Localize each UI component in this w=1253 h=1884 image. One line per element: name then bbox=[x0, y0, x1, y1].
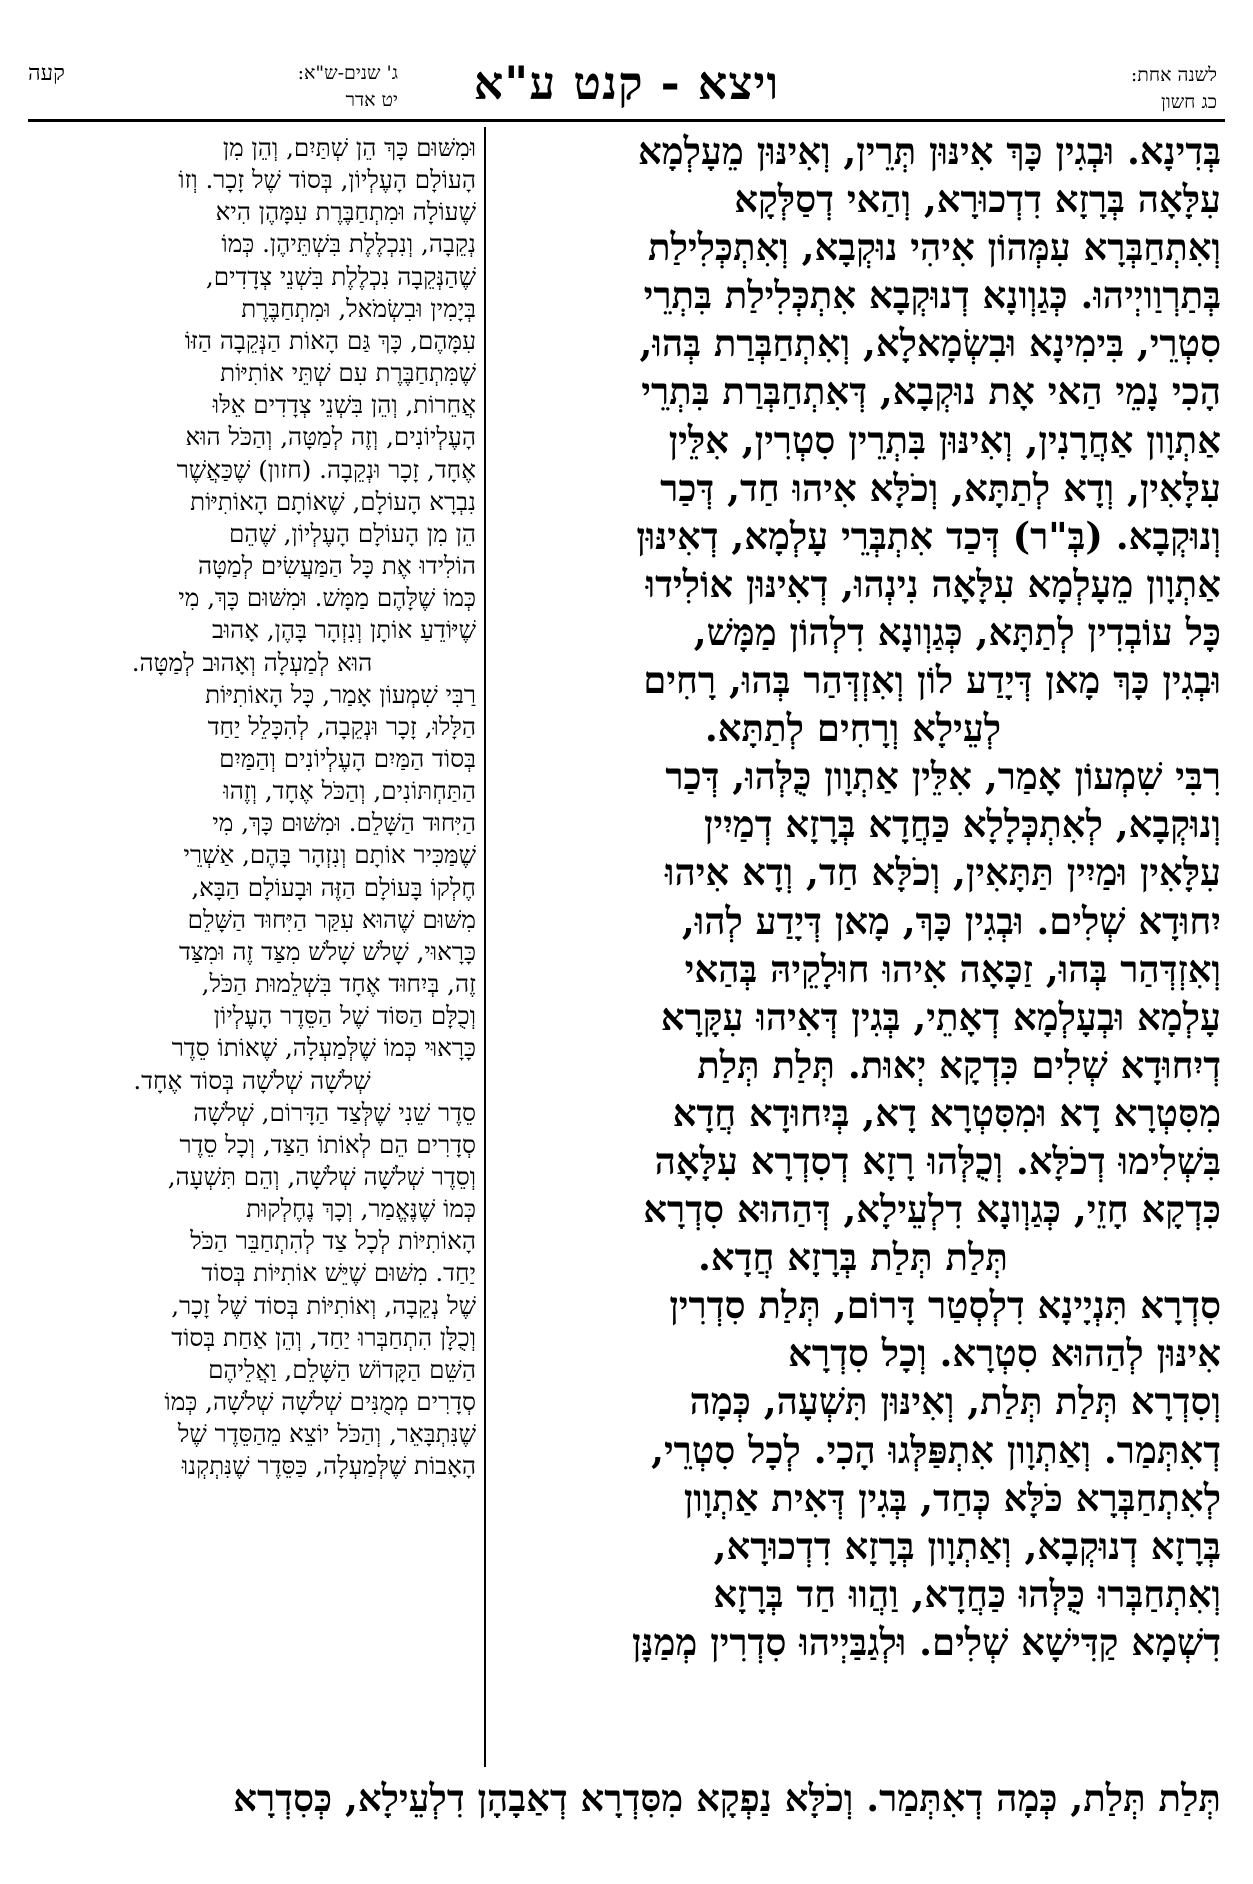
main-text-line: וְאִזְדְּהַר בְּהוּ, זַכָּאָה אִיהוּ חוּלָקֵיהּ בְּהַאי bbox=[684, 946, 1221, 991]
main-text-line: יִחוּדָא שְׁלִים. וּבְגִין כָּךְ, מָאן דְּיָדַע לְהוּ, bbox=[681, 898, 1221, 943]
translation-line: שֶׁיּוֹדֵעַ אוֹתָן וְנִזְהָר בָּהֶן, אָהוּב bbox=[212, 615, 476, 645]
translation-line: נְקֵבָה, וְנִכְלֶלֶת בִּשְׁתֵּיהֶן. כְּמוֹ bbox=[221, 229, 476, 259]
translation-column bbox=[28, 132, 476, 1483]
translation-line: הָעֶלְיוֹנִים, וְזֶה לְמַטָּה, וְהַכֹּל הוּא bbox=[185, 422, 476, 452]
main-text-line: בִּשְׁלִימוּ דְכֹלָּא. וְכֻלְּהוּ רָזָא דְסִדְרָא עִלָּאָה bbox=[654, 1138, 1221, 1183]
main-text-line: סִטְרֵי, בִּימִינָא וּבִשְׂמָאלָא, וְאִתְחַבְּרַת בְּהוּ, bbox=[639, 321, 1221, 366]
translation-line: שְׁלֹשָׁה שְׁלֹשָׁה בְּסוֹד אֶחָד. bbox=[133, 1065, 371, 1095]
translation-line: חֶלְקוֹ בָּעוֹלָם הַזֶּה וּבָעוֹלָם הַבָּא, bbox=[191, 872, 476, 902]
translation-line: אֶחָד, זָכָר וּנְקֵבָה. (חזון) שֶׁכַּאֲשֶׁר bbox=[176, 454, 476, 484]
translation-line: סְדָרִים הֵם לְאוֹתוֹ הַצַּד, וְכָל סֵדֶר bbox=[179, 1129, 476, 1159]
main-text-line: דִשְׁמָא קַדִּישָׁא שְׁלִים. וּלְגַבַּיְיהוּ סִדְרִין מְמַנָּן bbox=[632, 1619, 1221, 1664]
translation-line: שֶׁעוֹלָה וּמִתְחַבֶּרֶת עִמָּהֶן הִיא bbox=[215, 197, 476, 227]
translation-line: אֲחֵרוֹת, וְהֵן בִּשְׁנֵי צְדָדִים אֵלּוּ bbox=[212, 390, 476, 420]
header-right-info bbox=[1047, 62, 1217, 113]
main-text-line: בְּתַרְוַויְיהוּ. כְּגַוְונָא דְנוּקְבָא אִתְכְּלִילַת בִּתְרֵי bbox=[643, 273, 1221, 318]
translation-line: רַבִּי שִׁמְעוֹן אָמַר, כָּל הָאוֹתִיּוֹת bbox=[205, 679, 476, 709]
main-text-line: בְּרָזָא דְנוּקְבָא, וְאַתְוָון בְּרָזָא דִדְכוּרָא, bbox=[713, 1523, 1221, 1568]
main-text-line: עִלָּאִין, וְדָא לְתַתָּא, וְכֹלָּא אִיהוּ חַד, דְּכַר bbox=[660, 465, 1221, 510]
main-text-line: מִסִּטְרָא דָא וּמִסִּטְרָא דָא, בְּיִחוּדָא חֲדָא bbox=[672, 1090, 1221, 1135]
translation-line: זֶה, בְּיִחוּד אֶחָד בִּשְׁלֵמוּת הַכֹּל, bbox=[201, 969, 476, 999]
translation-line: שֶׁל נְקֵבָה, וְאוֹתִיּוֹת בְּסוֹד שֶׁל זָכָר, bbox=[171, 1290, 476, 1320]
translation-line: הַתַּחְתּוֹנִים, וְהַכֹּל אֶחָד, וְזֶהוּ bbox=[223, 776, 476, 806]
main-text-line: תְּלַת תְּלַת בְּרָזָא חֲדָא. bbox=[698, 1235, 1008, 1280]
main-text-line: וּבְגִין כָּךְ מָאן דְּיָדַע לוֹן וְאִזְדְּהַר בְּהוּ, רָחִים bbox=[643, 658, 1221, 703]
translation-line: כְּמוֹ שֶׁלָּהֶם מַמָּשׁ. וּמִשּׁוּם כָּךְ, מִי bbox=[178, 583, 476, 613]
header-right-label: לשנה אחת: bbox=[1130, 64, 1217, 86]
main-text-line: וְאִתְחַבְּרוּ כֻּלְּהוּ כַּחֲדָא, וַהֲווּ חַד בְּרָזָא bbox=[713, 1571, 1221, 1616]
translation-line: הָעוֹלָם הָעֶלְיוֹן, בְּסוֹד שֶׁל זָכָר. וְזוֹ bbox=[178, 165, 476, 195]
main-text-line: וְנוּקְבָא, לְאִתְכְּלָלָא כַּחֲדָא בְּרָזָא דְמַיִין bbox=[703, 802, 1221, 847]
main-text-line: וְנוּקְבָא. (בְּ"ר) דְּכַד אִתְבְּרֵי עָלְמָא, דְאִינּוּן bbox=[636, 513, 1221, 558]
translation-line: הַיִּחוּד הַשָּׁלֵם. וּמִשּׁוּם כָּךְ, מִי bbox=[212, 808, 476, 838]
translation-line: שֶׁהַנְּקֵבָה נִכְלֶלֶת בִּשְׁנֵי צְדָדִים, bbox=[205, 261, 476, 291]
header-right-date: כג חשון bbox=[1161, 91, 1217, 113]
translation-line: נִבְרָא הָעוֹלָם, שֶׁאוֹתָם הָאוֹתִיּוֹת bbox=[190, 486, 476, 516]
translation-line: וְכֻלָּם הַסּוֹד שֶׁל הַסֵּדֶר הָעֶלְיוֹן bbox=[213, 1001, 476, 1031]
main-text-line: עִלָּאִין וּמַיִין תַּתָּאִין, וְכֹלָּא חַד, וְדָא אִיהוּ bbox=[665, 850, 1221, 895]
main-text-line: וְאִתְחַבְּרָא עִמְּהוֹן אִיהִי נוּקְבָא, וְאִתְכְּלִילַת bbox=[648, 225, 1221, 270]
header-left-label: ג' שנים-ש"א: bbox=[297, 62, 398, 84]
main-text-line: כָּל עוֹבְדִין לְתַתָּא, כְּגַוְונָא דִלְהוֹן מַמָּשׁ, bbox=[693, 609, 1221, 654]
translation-line: הוּא לְמַעְלָה וְאָהוּב לְמַטָּה. bbox=[131, 647, 373, 677]
translation-line: סֵדֶר שֵׁנִי שֶׁלְּצַד הַדָּרוֹם, שְׁלֹשָׁה bbox=[193, 1097, 476, 1127]
translation-line: הָאָבוֹת שֶׁלְּמַעְלָה, כַּסֵּדֶר שֶׁנִּתְקְנוּ bbox=[181, 1451, 476, 1481]
translation-line: הַשֵּׁם הַקָּדוֹשׁ הַשָּׁלֵם, וַאֲלֵיהֶם bbox=[208, 1354, 476, 1384]
main-text-line: הָכִי נָמֵי הַאי אָת נוּקְבָא, דְּאִתְחַבְּרַת בִּתְרֵי bbox=[641, 369, 1221, 414]
column-divider bbox=[484, 127, 486, 1767]
main-text-line: לְאִתְחַבְּרָא כֹּלָּא כְּחַד, בְּגִין דְּאִית אַתְוָון bbox=[683, 1475, 1221, 1520]
page-number: קעה bbox=[28, 61, 65, 86]
main-text-line: סִדְרָא תִּנְיָינָא דִלְסְטַר דָּרוֹם, תְּלַת סִדְרִין bbox=[669, 1283, 1221, 1328]
main-text-line: אַתְוָון אַחֲרָנִין, וְאִינּוּן בִּתְרֵין סִטְרִין, אִלֵּין bbox=[668, 417, 1221, 462]
translation-line: שֶׁמִּתְחַבֶּרֶת עִם שְׁתֵּי אוֹתִיּוֹת bbox=[220, 358, 476, 388]
translation-line: הֵן מִן הָעוֹלָם הָעֶלְיוֹן, שֶׁהֵם bbox=[228, 518, 476, 548]
main-text-line: עִלָּאָה בְּרָזָא דִדְכוּרָא, וְהַאי דְסַלְּקָא bbox=[734, 177, 1221, 222]
translation-line: וּמִשּׁוּם כָּךְ הֵן שְׁתַּיִם, וְהֵן מִן bbox=[222, 133, 476, 162]
translation-line: כְּמוֹ שֶׁנֶּאֱמַר, וְכָךְ נֶחֶלְקוּת bbox=[246, 1194, 476, 1224]
bottom-line: תְּלַת תְּלַת, כְּמָה דְאִתְּמַר. וְכֹלָּא נַפְקָא מִסִּדְרָא דְאַבָהָן דִלְעֵילָא, כְּסִדְרָא bbox=[233, 1776, 1221, 1820]
header-rule bbox=[28, 119, 1225, 122]
main-text-line: בְּדִינָא. וּבְגִין כָּךְ אִינּוּן תְּרֵין, וְאִינּוּן מֵעָלְמָא bbox=[637, 129, 1221, 173]
page-title: ויצא - קנט ע"א bbox=[473, 56, 780, 110]
main-text-line: דְאִתְּמַר. וְאַתְוָון אִתְפַּלְּגוּ הָכִי. לְכָל סִטְרֵי, bbox=[651, 1427, 1221, 1472]
header-left-info bbox=[238, 60, 398, 111]
header-left-date: יט אדר bbox=[345, 89, 398, 111]
translation-line: הַלָּלוּ, זָכָר וּנְקֵבָה, לְהִכָּלֵל יַחַד bbox=[207, 711, 476, 741]
main-text-line: אִינּוּן לְהַהוּא סִטְרָא. וְכָל סִדְרָא bbox=[788, 1331, 1221, 1376]
translation-line: בְּיָמִין וּבִשְׂמֹאל, וּמִתְחַבֶּרֶת bbox=[241, 293, 476, 323]
main-text-line: עָלְמָא וּבְעָלְמָא דְאָתֵי, בְּגִין דְּאִיהוּ עִקָּרָא bbox=[660, 994, 1221, 1039]
translation-line: שֶׁמַּכִּיר אוֹתָם וְנִזְהָר בָּהֶם, אַשְׁרֵי bbox=[183, 840, 476, 870]
translation-line: שֶׁנִּתְבָּאֵר, וְהַכֹּל יוֹצֵא מֵהַסֵּדֶר שֶׁל bbox=[177, 1419, 476, 1449]
translation-line: וְכֻלָּן הִתְחַבְּרוּ יַחַד, וְהֵן אַחַת בְּסוֹד bbox=[171, 1322, 476, 1352]
main-text-line: רִבִּי שִׁמְעוֹן אָמַר, אִלֵּין אַתְוָון כֻּלְּהוּ, דְּכַר bbox=[665, 754, 1221, 799]
translation-line: עִמָּהֶם, כָּךְ גַּם הָאוֹת הַנְּקֵבָה הַזּוֹ bbox=[184, 325, 476, 355]
translation-line: הוֹלִידוּ אֶת כָּל הַמַּעֲשִׂים לְמַטָּה bbox=[197, 551, 476, 581]
translation-line: סְדָרִים מְמֻנִּים שְׁלֹשָׁה שְׁלֹשָׁה, כְּמוֹ bbox=[164, 1387, 476, 1417]
main-text-column bbox=[485, 127, 1221, 1666]
main-text-line: כִּדְקָא חָזֵי, כְּגַוְונָא דִלְעֵילָא, דְּהַהוּא סִדְרָא bbox=[643, 1187, 1221, 1232]
translation-line: כָּרָאוּי, שָׁלֹשׁ שָׁלֹשׁ מִצַּד זֶה וּמִצַּד bbox=[178, 936, 476, 966]
translation-line: בְּסוֹד הַמַּיִם הָעֶלְיוֹנִים וְהַמַּיִם bbox=[219, 743, 476, 773]
translation-line: מִשּׁוּם שֶׁהוּא עִקַּר הַיִּחוּד הַשָּׁלֵם bbox=[187, 904, 476, 934]
translation-line: הָאוֹתִיּוֹת לְכָל צַד לְהִתְחַבֵּר הַכֹּל bbox=[190, 1226, 476, 1256]
translation-line: יַחַד. מִשּׁוּם שֶׁיֵּשׁ אוֹתִיּוֹת בְּסוֹד bbox=[201, 1258, 476, 1288]
main-text-line: אַתְוָון מֵעָלְמָא עִלָּאָה נִינְהוּ, דְאִינּוּן אוֹלִידוּ bbox=[645, 561, 1221, 606]
main-text-line: וְסִדְרָא תְּלַת תְּלַת, וְאִינּוּן תִּשְׁעָה, כְּמָה bbox=[689, 1379, 1221, 1424]
translation-line: וְסֵדֶר שְׁלֹשָׁה שְׁלֹשָׁה, וְהֵם תִּשְׁעָה, bbox=[167, 1162, 476, 1191]
main-text-line: דְיִחוּדָא שְׁלִים כִּדְקָא יְאוּת. תְּלַת תְּלַת bbox=[697, 1042, 1221, 1087]
translation-line: כָּרָאוּי כְּמוֹ שֶׁלְּמַעְלָה, שֶׁאוֹתוֹ סֵדֶר bbox=[171, 1033, 476, 1063]
main-text-line: לְעֵילָא וְרָחִים לְתַתָּא. bbox=[704, 706, 1002, 751]
